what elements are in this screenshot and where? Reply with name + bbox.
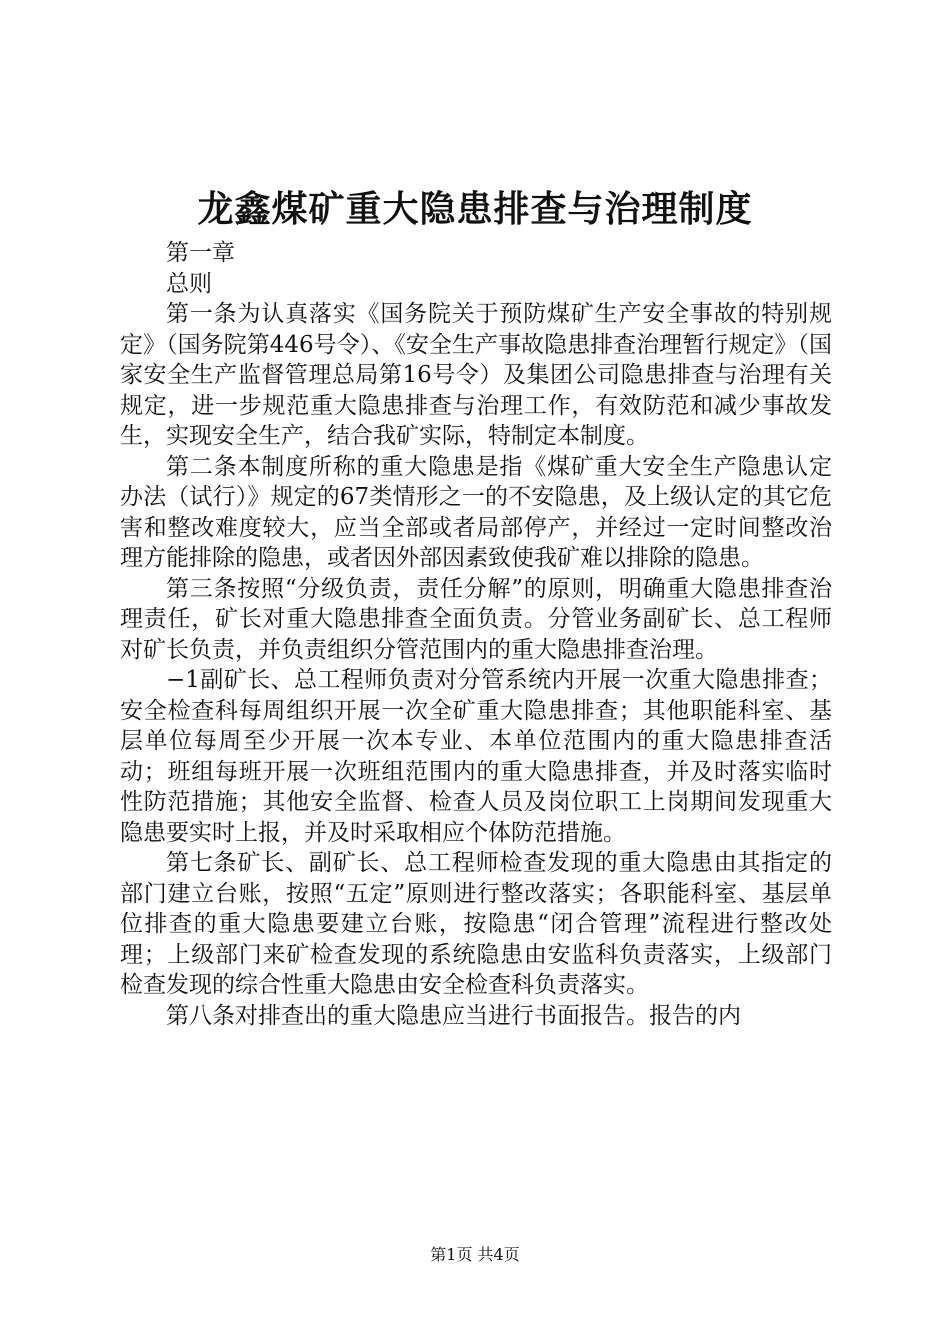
article-paragraph: 第二条本制度所称的重大隐患是指《煤矿重大安全生产隐患认定办法（试行）》规定的67类情形之一的不安隐患，及上级认定的其它危害和整改难度较大，应当全部或者局部停产，并经过一定时间整改治理方能排除的隐患，或者因外部因素致使我矿难以排除的隐患。 — [120, 453, 832, 571]
page-footer: 第1页 共4页 — [430, 1245, 520, 1264]
document-title: 龙鑫煤矿重大隐患排查与治理制度 — [197, 188, 753, 230]
article-paragraph: −1副矿长、总工程师负责对分管系统内开展一次重大隐患排查；安全检查科每周组织开展一次全矿重大隐患排查；其他职能科室、基层单位每周至少开展一次本专业、本单位范围内的重大隐患排查活动；班组每班开展一次班组范围内的重大隐患排查，并及时落实临时性防范措施；其他安全监督、检查人员及岗位职工上岗期间发现重大隐患要实时上报，并及时采取相应个体防范措施。 — [120, 667, 832, 846]
document-body — [120, 238, 832, 1031]
chapter-heading: 第一章 — [166, 240, 235, 266]
article-paragraph: 第一条为认真落实《国务院关于预防煤矿生产安全事故的特别规定》（国务院第446号令）、《安全生产事故隐患排查治理暂行规定》（国家安全生产监督管理总局第16号令）及集团公司隐患排查与治理有关规定，进一步规范重大隐患排查与治理工作，有效防范和减少事故发生，实现安全生产，结合我矿实际，特制定本制度。 — [120, 301, 832, 449]
article-paragraph: 第七条矿长、副矿长、总工程师检查发现的重大隐患由其指定的部门建立台账，按照“五定”原则进行整改落实；各职能科室、基层单位排查的重大隐患要建立台账，按隐患“闭合管理”流程进行整改处理；上级部门来矿检查发现的系统隐患由安监科负责落实，上级部门检查发现的综合性重大隐患由安全检查科负责落实。 — [120, 850, 832, 998]
article-paragraph: 第八条对排查出的重大隐患应当进行书面报告。报告的内 — [166, 1002, 741, 1029]
chapter-subtitle: 总则 — [166, 270, 212, 297]
article-paragraph: 第三条按照“分级负责，责任分解”的原则，明确重大隐患排查治理责任，矿长对重大隐患排查全面负责。分管业务副矿长、总工程师对矿长负责，并负责组织分管范围内的重大隐患排查治理。 — [120, 575, 832, 663]
